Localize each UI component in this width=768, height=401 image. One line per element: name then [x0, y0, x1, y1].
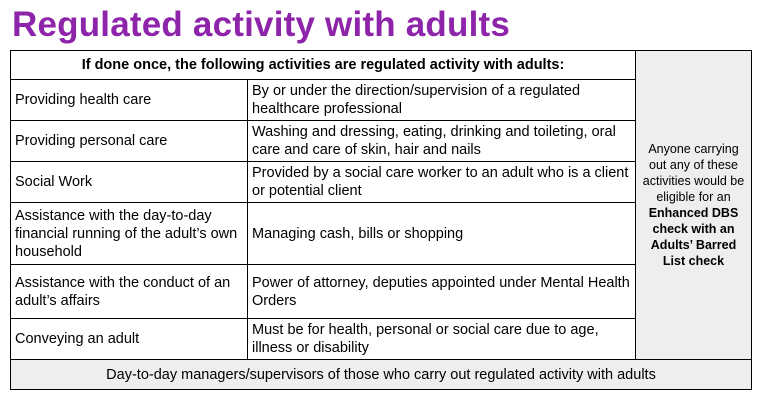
- regulated-activity-table: [10, 50, 752, 390]
- dbs-eligibility-note: [636, 51, 751, 359]
- activity-cell: Providing health care: [11, 79, 248, 120]
- description-cell: Managing cash, bills or shopping: [248, 202, 636, 264]
- activity-cell: Assistance with the day-to-day financial running of the adult’s own household: [11, 202, 248, 264]
- activity-cell: Providing personal care: [11, 120, 248, 161]
- description-cell: Provided by a social care worker to an adult who is a client or potential client: [248, 161, 636, 202]
- table-header: If done once, the following activities are regulated activity with adults:: [11, 51, 636, 79]
- description-cell: Power of attorney, deputies appointed under Mental Health Orders: [248, 264, 636, 318]
- description-cell: Must be for health, personal or social care due to age, illness or disability: [248, 318, 636, 359]
- dbs-check-text: Enhanced DBS check with an Adults’ Barred List check: [648, 206, 739, 268]
- description-cell: By or under the direction/supervision of a regulated healthcare professional: [248, 79, 636, 120]
- activity-cell: Assistance with the conduct of an adult’s affairs: [11, 264, 248, 318]
- eligibility-text: Anyone carrying out any of these activities would be eligible for an: [642, 142, 745, 204]
- page-title: Regulated activity with adults: [12, 5, 511, 44]
- activity-cell: Conveying an adult: [11, 318, 248, 359]
- activity-cell: Social Work: [11, 161, 248, 202]
- table-footer: Day-to-day managers/supervisors of those who carry out regulated activity with adults: [11, 359, 751, 389]
- description-cell: Washing and dressing, eating, drinking and toileting, oral care and care of skin, hair and nails: [248, 120, 636, 161]
